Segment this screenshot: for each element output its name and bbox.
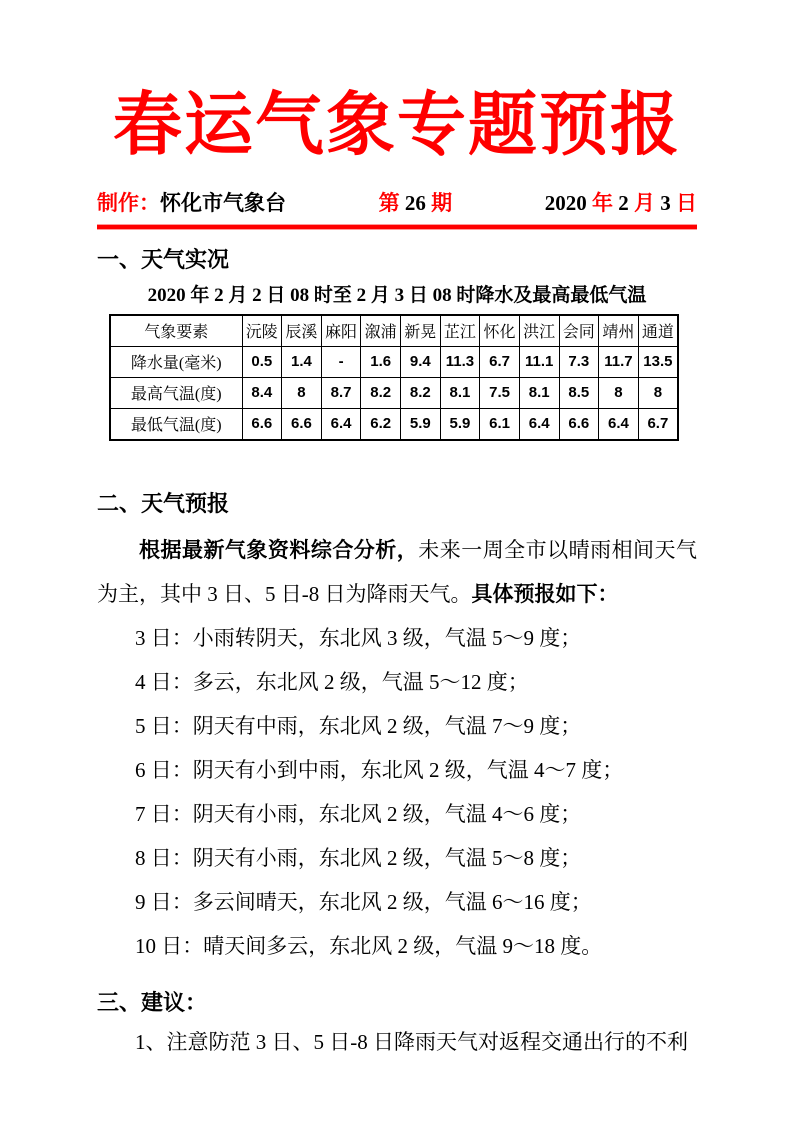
- value-cell: 6.4: [599, 408, 639, 440]
- table-header-cell: 沅陵: [242, 315, 282, 347]
- forecast-day-3: 3 日：小雨转阴天，东北风 3 级，气温 5～9 度；: [135, 625, 582, 650]
- forecast-day-9: 9 日：多云间晴天，东北风 2 级，气温 6～16 度；: [135, 889, 592, 914]
- table-header-cell: 溆浦: [361, 315, 401, 347]
- issue-number: 26: [404, 190, 426, 215]
- value-cell: 8.1: [519, 377, 559, 408]
- value-cell: 5.9: [440, 408, 480, 440]
- value-cell: 8: [638, 377, 678, 408]
- section1-heading: 一、天气实况: [97, 246, 230, 272]
- table-row: [110, 408, 678, 440]
- value-cell: 8.2: [361, 377, 401, 408]
- date-day: 3: [660, 190, 671, 215]
- forecast-day-8: 8 日：阴天有小雨，东北风 2 级，气温 5～8 度；: [135, 845, 582, 870]
- value-cell: 11.7: [599, 346, 639, 377]
- value-cell: 13.5: [638, 346, 678, 377]
- value-cell: 8.1: [440, 377, 480, 408]
- value-cell: 6.6: [559, 408, 599, 440]
- value-cell: 6.7: [638, 408, 678, 440]
- value-cell: 8: [282, 377, 322, 408]
- value-cell: 7.3: [559, 346, 599, 377]
- section3-heading: 三、建议：: [97, 989, 208, 1015]
- forecast-day-5: 5 日：阴天有中雨，东北风 2 级，气温 7～9 度；: [135, 713, 582, 738]
- table-header-cell: 麻阳: [321, 315, 361, 347]
- date-month: 2: [618, 190, 629, 215]
- issue-date-line: [545, 187, 697, 217]
- value-cell: 0.5: [242, 346, 282, 377]
- forecast-intro-lead: 根据最新气象资料综合分析，: [139, 537, 419, 562]
- value-cell: 8: [599, 377, 639, 408]
- value-cell: 11.1: [519, 346, 559, 377]
- value-cell: 6.1: [480, 408, 520, 440]
- producer-line: [97, 187, 286, 217]
- value-cell: 8.5: [559, 377, 599, 408]
- table-header-cell: 气象要素: [110, 315, 242, 347]
- row-label-cell: 降水量(毫米): [110, 346, 242, 377]
- table-header-cell: 通道: [638, 315, 678, 347]
- table-header-cell: 洪江: [519, 315, 559, 347]
- value-cell: 8.2: [401, 377, 441, 408]
- date-year: 2020: [544, 190, 587, 215]
- weather-table: [109, 314, 679, 441]
- producer-label: 制作：: [97, 190, 160, 215]
- issue-prefix: 第: [378, 190, 400, 215]
- forecast-day-4: 4 日：多云，东北风 2 级，气温 5～12 度；: [135, 669, 529, 694]
- table-caption: 2020 年 2 月 2 日 08 时至 2 月 3 日 08 时降水及最高最低气温: [147, 284, 647, 306]
- table-header-cell: 新晃: [401, 315, 441, 347]
- table-header-cell: 靖州: [599, 315, 639, 347]
- producer-value: 怀化市气象台: [160, 190, 286, 215]
- value-cell: 1.4: [282, 346, 322, 377]
- value-cell: 6.6: [282, 408, 322, 440]
- red-divider: [97, 224, 697, 230]
- forecast-intro-body: 未来一周全市以晴雨相间天气为主，其中 3 日、5 日-8 日为降雨天气。: [97, 537, 698, 606]
- value-cell: 6.2: [361, 408, 401, 440]
- table-header-cell: 辰溪: [282, 315, 322, 347]
- table-header-cell: 怀化: [480, 315, 520, 347]
- forecast-day-10: 10 日：晴天间多云，东北风 2 级，气温 9～18 度。: [135, 933, 603, 958]
- row-label-cell: 最高气温(度): [110, 377, 242, 408]
- date-year-unit: 年: [592, 190, 613, 215]
- table-header-cell: 会同: [559, 315, 599, 347]
- issue-number-line: [379, 187, 453, 217]
- value-cell: 8.4: [242, 377, 282, 408]
- forecast-day-6: 6 日：阴天有小到中雨，东北风 2 级，气温 4～7 度；: [135, 757, 624, 782]
- value-cell: 6.4: [519, 408, 559, 440]
- issue-suffix: 期: [431, 190, 453, 215]
- date-month-unit: 月: [634, 190, 655, 215]
- date-day-unit: 日: [676, 190, 697, 215]
- table-row: [110, 377, 678, 408]
- forecast-day-7: 7 日：阴天有小雨，东北风 2 级，气温 4～6 度；: [135, 801, 582, 826]
- value-cell: 9.4: [401, 346, 441, 377]
- forecast-intro: [97, 528, 697, 616]
- value-cell: -: [321, 346, 361, 377]
- suggestion-item: 1、注意防范 3 日、5 日-8 日降雨天气对返程交通出行的不利: [135, 1029, 688, 1054]
- meta-row: [97, 187, 697, 217]
- row-label-cell: 最低气温(度): [110, 408, 242, 440]
- value-cell: 8.7: [321, 377, 361, 408]
- value-cell: 6.6: [242, 408, 282, 440]
- value-cell: 6.4: [321, 408, 361, 440]
- value-cell: 6.7: [480, 346, 520, 377]
- forecast-intro-tail: 具体预报如下：: [471, 581, 619, 606]
- document-title: 春运气象专题预报: [113, 87, 681, 163]
- value-cell: 1.6: [361, 346, 401, 377]
- table-row: [110, 346, 678, 377]
- value-cell: 5.9: [401, 408, 441, 440]
- value-cell: 11.3: [440, 346, 480, 377]
- table-header-cell: 芷江: [440, 315, 480, 347]
- weather-table-body: [110, 315, 678, 440]
- table-header-row: [110, 315, 678, 347]
- section2-heading: 二、天气预报: [97, 490, 230, 516]
- value-cell: 7.5: [480, 377, 520, 408]
